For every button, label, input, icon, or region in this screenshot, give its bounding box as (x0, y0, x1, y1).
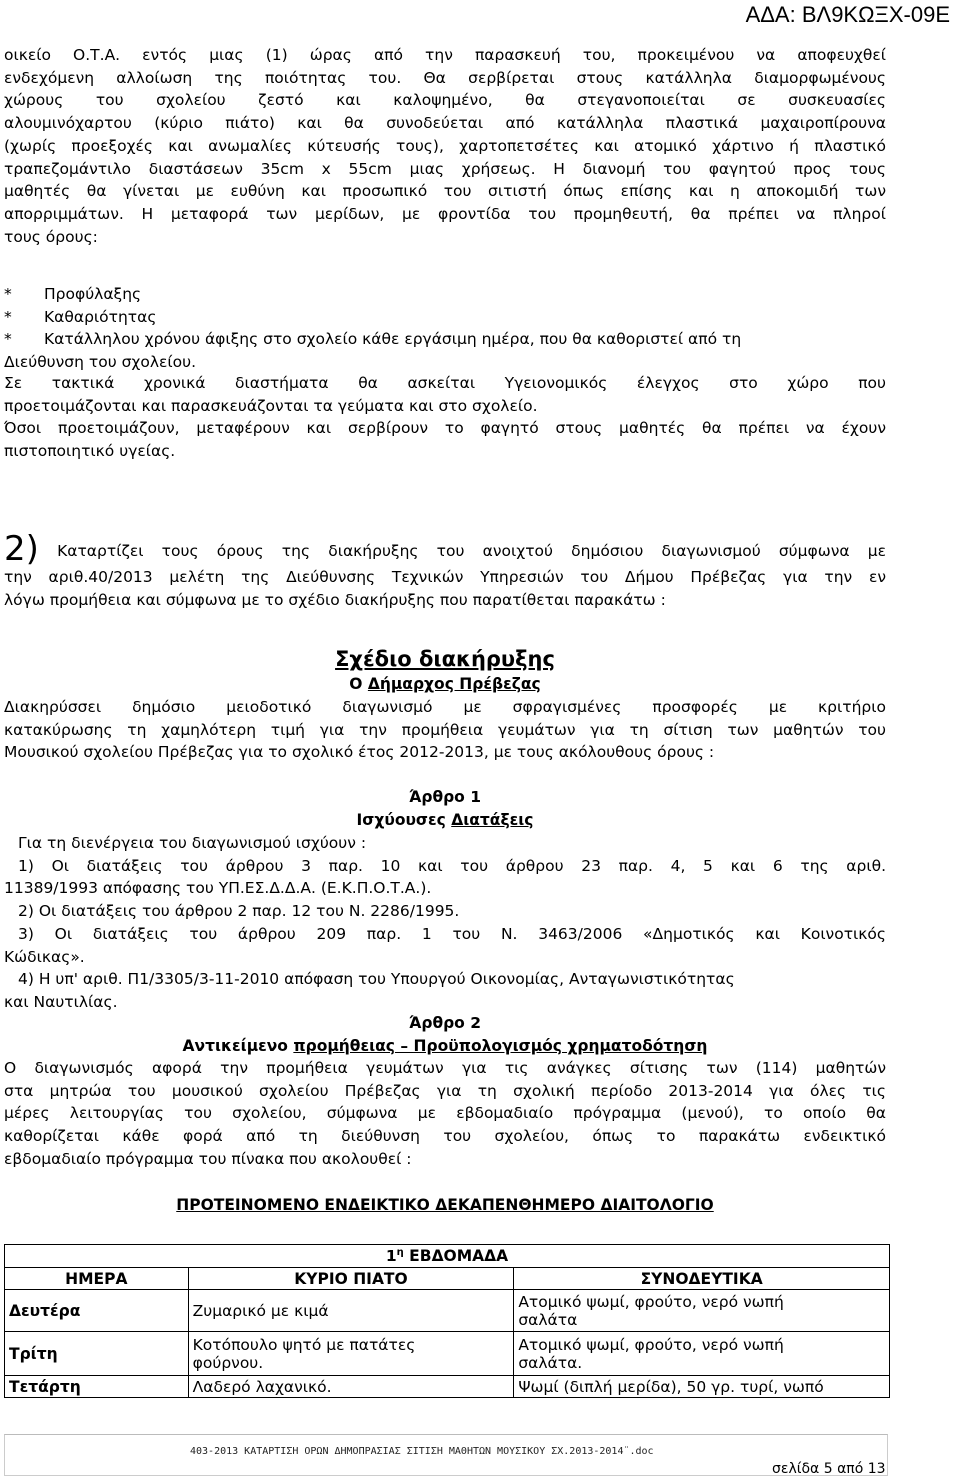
text-line: ενδεχόμενη αλλοίωση της ποιότητας του. Θα σερβίρεται στους κατάλληλα διαμορφωμένους (4, 68, 886, 87)
list-item: * Καθαριότητας (4, 307, 157, 326)
text-line: Όσοι προετοιμάζουν, μεταφέρουν και σερβίρουν το φαγητό στους μαθητές θα πρέπει να έχουν (4, 419, 886, 438)
list-item: * Προφύλαξης (4, 285, 142, 303)
conditions-list (4, 283, 886, 374)
text-line: Σε τακτικά χρονικά διαστήματα θα ασκείται Υγειονομικός έλεγχος στο χώρο που (4, 374, 886, 392)
column-header: ΣΥΝΟΔΕΥΤΙΚΑ (514, 1268, 890, 1290)
text-line: οικείο Ο.Τ.Α. εντός μιας (1) ώρας από την παρασκευή του, προκειμένου να αποφευχθεί (4, 46, 886, 64)
article1-heading (4, 786, 886, 831)
page-number: σελίδα 5 από 13 (772, 1461, 886, 1477)
table-cell-side: Ψωμί (διπλή μερίδα), 50 γρ. τυρί, νωπό (514, 1376, 890, 1398)
text-line: απορριμμάτων. Η μεταφορά των μερίδων, με φροντίδα του προμηθευτή, θα πρέπει να πληροί (4, 204, 886, 223)
article2-body (4, 1057, 886, 1171)
text-line: 3) Οι διατάξεις του άρθρου 209 παρ. 1 του Ν. 3463/2006 «Δημοτικός και Κοινοτικός (18, 924, 886, 943)
table-cell-side: Ατομικό ψωμί, φρούτο, νερό νωπή σαλάτα (514, 1290, 890, 1332)
text-line: καθορίζεται κάθε φορά από τη διεύθυνση του σχολείου, όπως το παρακάτω ενδεικτικό (4, 1127, 886, 1146)
column-header: ΚΥΡΙΟ ΠΙΑΤΟ (188, 1268, 514, 1290)
ada-code: ΑΔΑ: ΒΛ9ΚΩΞΧ-09Ε (745, 2, 950, 27)
table-row (5, 1245, 890, 1268)
item2-paragraph (4, 529, 886, 611)
table-row (5, 1332, 890, 1376)
text-line: μαθητές θα γίνεται με ευθύνη και προσωπικό του σιτιστή όπως επίσης και η αποκομιδή των (4, 182, 886, 201)
menu-heading (4, 1194, 886, 1217)
table-cell-day: Τετάρτη (5, 1376, 189, 1398)
text-line: Διακηρύσσει δημόσιο μειοδοτικό διαγωνισμό με σφραγισμένες προσφορές με κριτήριο (4, 698, 886, 716)
text-line: τους όρους: (4, 227, 98, 246)
article1-body (4, 832, 886, 1014)
text-line: λόγω προμήθεια και σύμφωνα με το σχέδιο διακήρυξης που παρατίθεται παρακάτω : (4, 590, 666, 609)
mayor-title: Ο Δήμαρχος Πρέβεζας (349, 675, 541, 693)
footer-filename: 403-2013 ΚΑΤΑΡΤΙΣΗ ΟΡΩΝ ΔΗΜΟΠΡΑΣΙΑΣ ΣΙΤΙΣΗ ΜΑΘΗΤΩΝ ΜΟΥΣΙΚΟΥ ΣΧ.2013-2014¨.doc (190, 1446, 654, 1457)
column-header: ΗΜΕΡΑ (5, 1268, 189, 1290)
intro-paragraph (4, 44, 886, 248)
text-line: τραπεζομάντιλο διαστάσεων 35cm x 55cm μιας χρήσεως. Η διανομή του φαγητού προς τους (4, 159, 886, 178)
text-line: και Ναυτιλίας. (4, 992, 118, 1011)
week-header: $1^\eta$ ΕΒΔΟΜΑΔΑ (5, 1245, 890, 1268)
text-line: κατακύρωσης τη χαμηλότερη τιμή για την προμήθεια γευμάτων για τη σίτιση των μαθητών του (4, 720, 886, 739)
text-line: (χωρίς προεξοχές και ανωμαλίες κύτευσής τους), χαρτοπετσέτες και ατομικό χάρτινο ή πλαστικό (4, 136, 886, 155)
text-line: 1) Οι διατάξεις του άρθρου 3 παρ. 10 και του άρθρου 23 παρ. 4, 5 και 6 της αριθ. (18, 856, 886, 875)
table-row (5, 1376, 890, 1398)
text-line: 2) Οι διατάξεις του άρθρου 2 παρ. 12 του Ν. 2286/1995. (18, 902, 460, 921)
text-line: Για τη διενέργεια του διαγωνισμού ισχύουν : (18, 834, 367, 852)
text-line: εβδομαδιαίο πρόγραμμα του πίνακα που ακολουθεί : (4, 1149, 412, 1168)
mayor-heading (4, 673, 886, 696)
table-cell-side: Ατομικό ψωμί, φρούτο, νερό νωπή σαλάτα. (514, 1332, 890, 1376)
item-number: 2) (4, 529, 39, 569)
text-line: Μουσικού σχολείου Πρέβεζας για το σχολικό έτος 2012-2013, με τους ακόλουθους όρους : (4, 743, 715, 762)
article-subtitle: Αντικείμενο προμήθειας – Προϋπολογισμός χρηματοδότηση (182, 1036, 708, 1055)
table-header-row (5, 1268, 890, 1290)
menu-title: ΠΡΟΤΕΙΝΟΜΕΝΟ ΕΝΔΕΙΚΤΙΚΟ ΔΕΚΑΠΕΝΘΗΜΕΡΟ ΔΙΑΙΤΟΛΟΓΙΟ (176, 1196, 714, 1214)
menu-table (4, 1244, 890, 1398)
table-cell-day: Δευτέρα (5, 1290, 189, 1332)
text-line: 11389/1993 απόφασης του ΥΠ.ΕΣ.Δ.Δ.Α. (Ε.Κ.Π.Ο.Τ.Α.). (4, 879, 432, 898)
article-subtitle: Ισχύουσες Διατάξεις (356, 810, 534, 829)
list-item: * Κατάλληλου χρόνου άφιξης στο σχολείο κάθε εργάσιμη ημέρα, που θα καθοριστεί από τη (4, 330, 742, 349)
text-line: Κώδικας». (4, 947, 85, 966)
list-item-continuation: Διεύθυνση του σχολείου. (4, 353, 197, 372)
text-line: αλουμινόχαρτου (κύριο πιάτο) και θα συνοδεύεται από κατάλληλα πλαστικά μαχαιροπίρουνα (4, 114, 886, 133)
health-paragraph (4, 372, 886, 463)
draft-title: Σχέδιο διακήρυξης (335, 647, 555, 671)
table-cell-main: Ζυμαρικό με κιμά (188, 1290, 514, 1332)
text-line: πιστοποιητικό υγείας. (4, 442, 176, 461)
text-line: 4) Η υπ' αριθ. Π1/3305/3-11-2010 απόφαση του Υπουργού Οικονομίας, Ανταγωνιστικότητας (18, 970, 735, 989)
article-title: Άρθρο 2 (408, 1014, 482, 1032)
table-cell-main: Κοτόπουλο ψητό με πατάτες φούρνου. (188, 1332, 514, 1376)
text-line: Ο διαγωνισμός αφορά την προμήθεια γευμάτων για τις ανάγκες σίτισης των (114) μαθητών (4, 1059, 886, 1077)
text-line: μέρες λειτουργίας του σχολείου, σύμφωνα με εβδομαδιαίο πρόγραμμα (μενού), το οποίο θα (4, 1104, 886, 1123)
table-cell-day: Τρίτη (5, 1332, 189, 1376)
declaration-paragraph (4, 696, 886, 764)
table-cell-main: Λαδερό λαχανικό. (188, 1376, 514, 1398)
article-title: Άρθρο 1 (408, 788, 482, 806)
text-line: προετοιμάζονται και παρασκευάζονται τα γεύματα και στο σχολείο. (4, 396, 538, 415)
draft-heading (4, 648, 886, 671)
text-line: στα μητρώα του μουσικού σχολείου Πρέβεζας για τη σχολική περίοδο 2013-2014 για όλες τις (4, 1081, 886, 1100)
text-line: χώρους του σχολείου ζεστό και καλοψημένο, θα στεγανοποιείται σε συσκευασίες (4, 91, 886, 110)
table-row (5, 1290, 890, 1332)
text-line: 2) Καταρτίζει τους όρους της διακήρυξης του ανοιχτού δημόσιου διαγωνισμού σύμφωνα με (4, 529, 886, 569)
text-line: την αριθ.40/2013 μελέτη της Διεύθυνσης Τεχνικών Υπηρεσιών του Δήμου Πρέβεζας για την εν (4, 568, 886, 586)
article2-heading (4, 1012, 886, 1057)
